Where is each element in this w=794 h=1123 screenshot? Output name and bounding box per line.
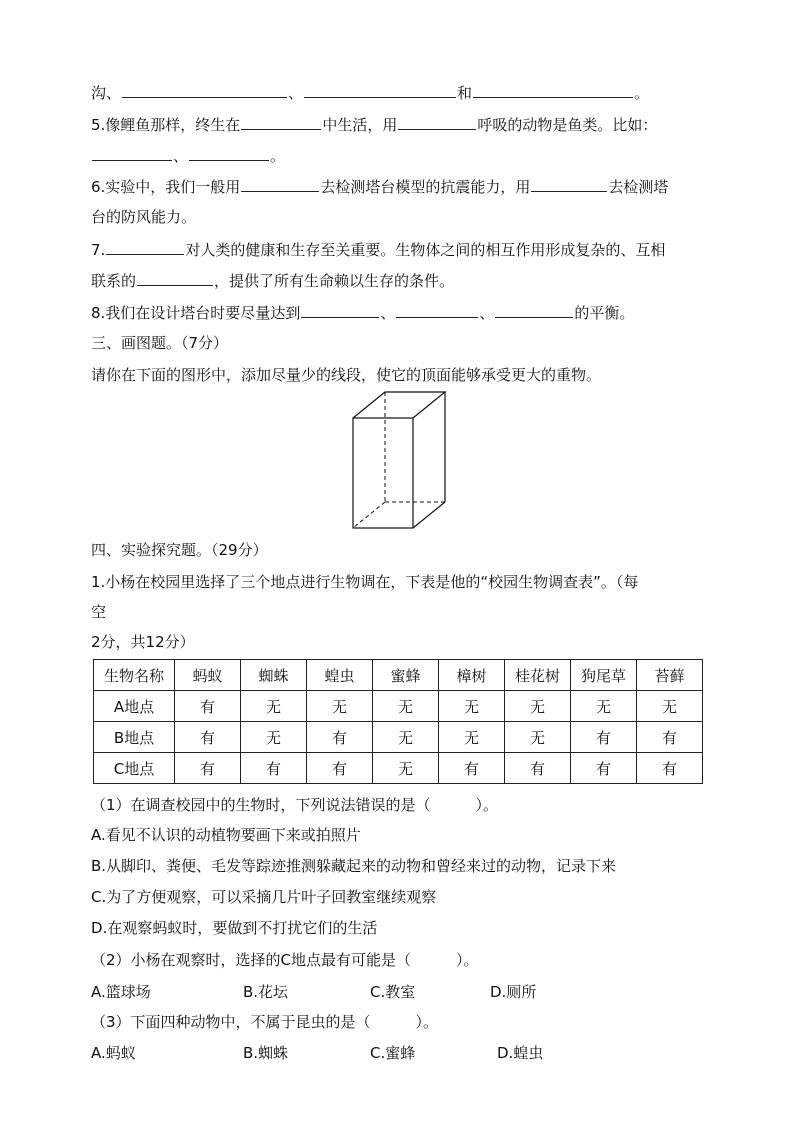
- table-cell: 无: [571, 691, 637, 722]
- text-segment: 。: [270, 147, 286, 165]
- text-segment: 呼吸的动物是鱼类。比如：: [477, 116, 658, 134]
- text-segment: 、: [173, 147, 189, 165]
- table-row: [94, 691, 703, 722]
- table-header-cell: 蜘蛛: [241, 660, 307, 691]
- sub3-option-c[interactable]: C.蜜蜂: [370, 1044, 416, 1062]
- answer-blank[interactable]: [495, 302, 573, 318]
- answer-blank[interactable]: [106, 239, 184, 255]
- text-segment: 去检测塔台模型的抗震能力，用: [320, 178, 531, 196]
- table-cell: 有: [175, 691, 241, 722]
- table-cell: 无: [307, 691, 373, 722]
- answer-blank[interactable]: [473, 82, 633, 98]
- sub2-option-a[interactable]: A.篮球场: [91, 983, 151, 1001]
- table-header-cell: 桂花树: [505, 660, 571, 691]
- sub1-option-d[interactable]: D.在观察蚂蚁时，要做到不打扰它们的生活: [91, 919, 378, 937]
- table-cell: 无: [505, 722, 571, 753]
- table-cell: 有: [241, 753, 307, 784]
- campus-survey-table: [93, 659, 703, 784]
- section3-instruction: 请你在下面的图形中，添加尽量少的线段，使它的顶面能够承受更大的重物。: [91, 366, 602, 384]
- q1-intro-line-3: 2分，共12分）: [91, 633, 195, 651]
- hidden-side-bottom-edge: [353, 502, 385, 528]
- q7-line-2: [91, 270, 454, 291]
- table-header-cell: 生物名称: [94, 660, 175, 691]
- text-segment: 的平衡。: [574, 304, 635, 322]
- table-cell: 无: [241, 691, 307, 722]
- sub1-option-b[interactable]: B.从脚印、粪便、毛发等踪迹推测躲藏起来的动物和曾经来过的动物，记录下来: [91, 857, 617, 875]
- text-segment: 、: [479, 304, 495, 322]
- table-header-cell: 蝗虫: [307, 660, 373, 691]
- table-cell: 有: [175, 722, 241, 753]
- text-segment: 8.我们在设计塔台时要尽量达到: [91, 304, 301, 322]
- q5-line-2: [91, 145, 285, 166]
- text-segment: 去检测塔: [608, 178, 669, 196]
- text-segment: 沟、: [91, 84, 122, 102]
- table-cell: 无: [241, 722, 307, 753]
- table-cell: 有: [571, 722, 637, 753]
- q4-continuation-line: [91, 82, 649, 103]
- answer-blank[interactable]: [122, 82, 287, 98]
- sub-question-3: （3）下面四种动物中，不属于昆虫的是（ ）。: [91, 1013, 439, 1031]
- sub2-option-b[interactable]: B.花坛: [243, 983, 289, 1001]
- answer-blank[interactable]: [189, 145, 269, 161]
- text-segment: 。: [634, 84, 650, 102]
- text-segment: 7.: [91, 241, 106, 259]
- prism-figure[interactable]: [350, 388, 450, 532]
- table-cell: 有: [505, 753, 571, 784]
- table-cell: 无: [439, 722, 505, 753]
- answer-blank[interactable]: [241, 114, 321, 130]
- prism-top-face: [353, 392, 445, 418]
- table-header-cell: 狗尾草: [571, 660, 637, 691]
- sub3-option-d[interactable]: D.蝗虫: [497, 1044, 544, 1062]
- text-segment: 5.像鲤鱼那样，终生在: [91, 116, 241, 134]
- table-cell: 有: [439, 753, 505, 784]
- sub3-option-a[interactable]: A.蚂蚁: [91, 1044, 136, 1062]
- sub1-option-a[interactable]: A.看见不认识的动植物要画下来或拍照片: [91, 826, 361, 844]
- table-cell: 有: [637, 722, 703, 753]
- q1-intro-line-2: 空: [91, 603, 107, 621]
- table-header-cell: 蜜蜂: [373, 660, 439, 691]
- answer-blank[interactable]: [396, 302, 478, 318]
- answer-blank[interactable]: [301, 302, 379, 318]
- sub2-option-c[interactable]: C.教室: [370, 983, 416, 1001]
- table-cell: B地点: [94, 722, 175, 753]
- text-segment: 6.实验中，我们一般用: [91, 178, 241, 196]
- table-cell: 无: [373, 753, 439, 784]
- text-segment: 、: [288, 84, 304, 102]
- text-segment: 联系的: [91, 272, 137, 290]
- q1-intro-line-1: 1.小杨在校园里选择了三个地点进行生物调在，下表是他的“校园生物调查表”。（每: [91, 573, 639, 591]
- answer-blank[interactable]: [398, 114, 476, 130]
- table-header-cell: 苔藓: [637, 660, 703, 691]
- table-row: [94, 753, 703, 784]
- sub-question-2: （2）小杨在观察时，选择的C地点最有可能是（ ）。: [91, 951, 479, 969]
- table-cell: 无: [637, 691, 703, 722]
- table-cell: A地点: [94, 691, 175, 722]
- sub-question-1: （1）在调查校园中的生物时，下列说法错误的是（ ）。: [91, 796, 499, 814]
- table-cell: 有: [307, 722, 373, 753]
- table-header-cell: 樟树: [439, 660, 505, 691]
- sub1-option-c[interactable]: C.为了方便观察，可以采摘几片叶子回教室继续观察: [91, 888, 437, 906]
- table-row: [94, 722, 703, 753]
- sub3-option-b[interactable]: B.蜘蛛: [243, 1044, 289, 1062]
- table-cell: 无: [439, 691, 505, 722]
- answer-blank[interactable]: [92, 145, 172, 161]
- text-segment: ，提供了所有生命赖以生存的条件。: [214, 272, 455, 290]
- text-segment: 中生活，用: [322, 116, 398, 134]
- q5-line-1: [91, 114, 657, 135]
- answer-blank[interactable]: [304, 82, 456, 98]
- text-segment: 和: [457, 84, 473, 102]
- section4-title: 四、实验探究题。（29分）: [91, 541, 268, 559]
- section3-title: 三、画图题。（7分）: [91, 334, 229, 352]
- answer-blank[interactable]: [241, 176, 319, 192]
- q8-line: [91, 302, 634, 323]
- text-segment: 、: [380, 304, 396, 322]
- text-segment: 台的防风能力。: [91, 208, 197, 226]
- text-segment: 对人类的健康和生存至关重要。生物体之间的相互作用形成复杂的、互相: [185, 241, 666, 259]
- table-header-cell: 蚂蚁: [175, 660, 241, 691]
- prism-bottom-right-edge: [413, 502, 445, 528]
- table-cell: C地点: [94, 753, 175, 784]
- answer-blank[interactable]: [531, 176, 607, 192]
- table-cell: 有: [637, 753, 703, 784]
- table-cell: 无: [373, 722, 439, 753]
- answer-blank[interactable]: [137, 270, 213, 286]
- table-header-row: [94, 660, 703, 691]
- sub2-option-d[interactable]: D.厕所: [490, 983, 537, 1001]
- table-cell: 无: [505, 691, 571, 722]
- prism-front-face: [353, 418, 413, 528]
- table-cell: 无: [373, 691, 439, 722]
- table-cell: 有: [175, 753, 241, 784]
- table-cell: 有: [307, 753, 373, 784]
- q6-line-1: [91, 176, 668, 197]
- table-cell: 有: [571, 753, 637, 784]
- q6-line-2: [91, 207, 196, 227]
- q7-line-1: [91, 239, 665, 260]
